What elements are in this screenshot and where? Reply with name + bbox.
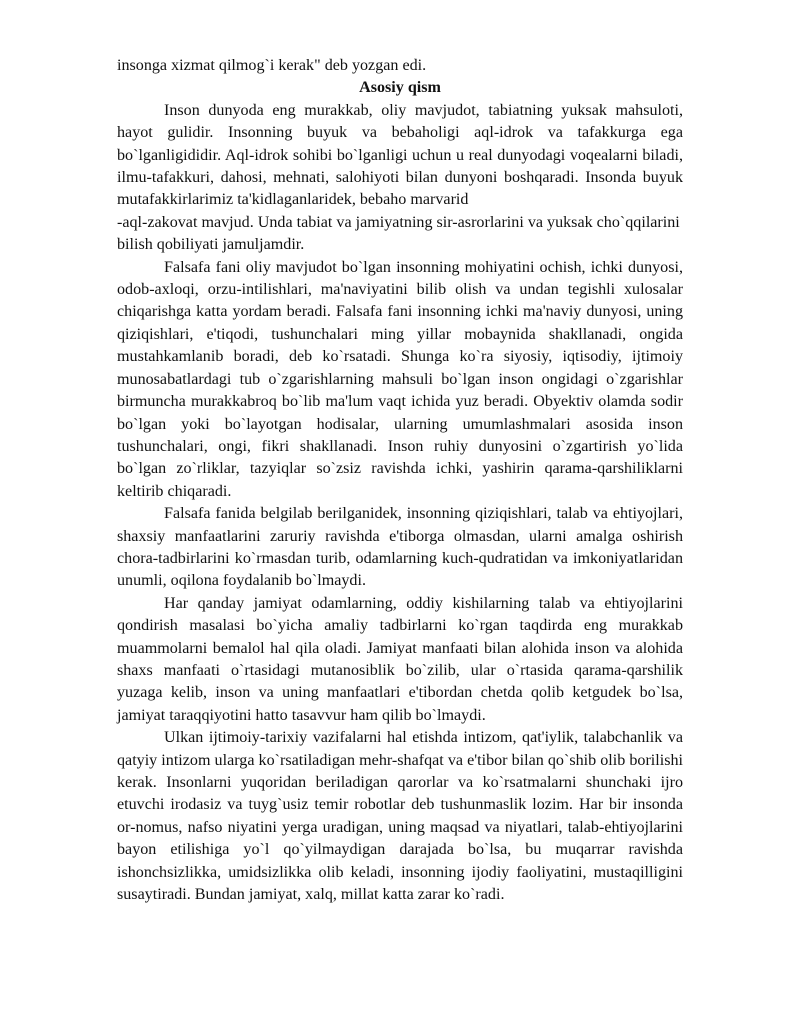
paragraph-3: Falsafa fanida belgilab berilganidek, insonning qiziqishlari, talab va ehtiyojlari, shaxsiy manfaatlarini zaruriy ravishda e'tiborga olmasdan, ularni amalga oshirish chora-tadbirlarini ko`rmasdan turib, odamlarning kuch-qudratidan va imkoniyatlaridan unumli, oqilona foydalanib bo`lmaydi.: [117, 505, 683, 590]
paragraph-1-continuation: -aql-zakovat mavjud. Unda tabiat va jamiyatning sir-asrorlarini va yuksak cho`qqilarini bilish qobiliyati jamuljamdir.: [117, 213, 680, 254]
paragraph-5: Ulkan ijtimoiy-tarixiy vazifalarni hal etishda intizom, qat'iylik, talabchanlik va qatyiy intizom ularga ko`rsatiladigan mehr-shafqat va e'tibor bilan qo`shib olib borilishi kerak. Insonlarni yuqoridan beriladigan qarorlar va ko`rsatmalarni shunchaki ijro etuvchi irodasiz va tuyg`usiz temir robotlar deb tushunmaslik lozim. Har bir insonda or-nomus, nafso niyatini yerga uradigan, uning maqsad va niyatlari, talab-ehtiyojlarini bayon etilishiga yo`l qo`yilmaydigan darajada bo`lsa, bu muqarrar ravishda ishonchsizlikka, umidsizlikka olib keladi, insonning ijodiy faoliyatini, mustaqilligini susaytiradi. Bundan jamiyat, xalq, millat katta zarar ko`radi.: [117, 729, 683, 904]
paragraph-2: Falsafa fani oliy mavjudot bo`lgan insonning mohiyatini ochish, ichki dunyosi, odob-axloqi, orzu-intilishlari, ma'naviyatini bilib olish va undan tegishli xulosalar chiqarishga katta yordam beradi. Falsafa fani insonning ichki ma'naviy dunyosi, uning qiziqishlari, e'tiqodi, tushunchalari ming yillar mobaynida shakllanadi, ongida mustahkamlanib boradi, deb ko`rsatadi. Shunga ko`ra siyosiy, iqtisodiy, ijtimoiy munosabatlardagi tub o`zgarishlarning mahsuli bo`lgan inson ongidagi o`zgarishlar birmuncha murakkabroq bo`lib ma'lum vaqt ichida yuz beradi. Obyektiv olamda sodir bo`lgan yoki bo`layotgan hodisalar, ularning umumlashmalari asosida inson tushunchalari, ongi, fikri shakllanadi. Inson ruhiy dunyosini o`zgartirish yo`lida bo`lgan zo`rliklar, tazyiqlar so`zsiz ravishda ichki, yashirin qarama-qarshiliklarni keltirib chiqaradi.: [117, 258, 683, 500]
paragraph-4: Har qanday jamiyat odamlarning, oddiy kishilarning talab va ehtiyojlarini qondirish masalasi bo`yicha amaliy tadbirlarni ko`rgan taqdirda eng murakkab muammolarni bemalol hal qila oladi. Jamiyat manfaati bilan alohida inson va alohida shaxs manfaati o`rtasidagi mutanosiblik bo`zilib, ular o`rtasida qarama-qarshilik yuzaga kelib, inson va uning manfaatlari e'tibordan chetda qolib ketgudek bo`lsa, jamiyat taraqqiyotini hatto tasavvur ham qilib bo`lmaydi.: [117, 594, 683, 724]
opening-line: insonga xizmat qilmog`i kerak" deb yozgan edi.: [117, 57, 427, 74]
section-heading: Asosiy qism: [359, 79, 441, 97]
paragraph-1: Inson dunyoda eng murakkab, oliy mavjudot, tabiatning yuksak mahsuloti, hayot gulidir. Insonning buyuk va bebaholigi aql-idrok va tafakkurga ega bo`lganligididir. Aql-idrok sohibi bo`lganligi uchun u real dunyodagi voqealarni biladi, ilmu-tafakkuri, dahosi, mehnati, salohiyoti bilan dunyoni boshqaradi. Insonda buyuk mutafakkirlarimiz ta'kidlaganlaridek, bebaho marvarid: [117, 101, 683, 209]
document-page: [117, 55, 683, 906]
